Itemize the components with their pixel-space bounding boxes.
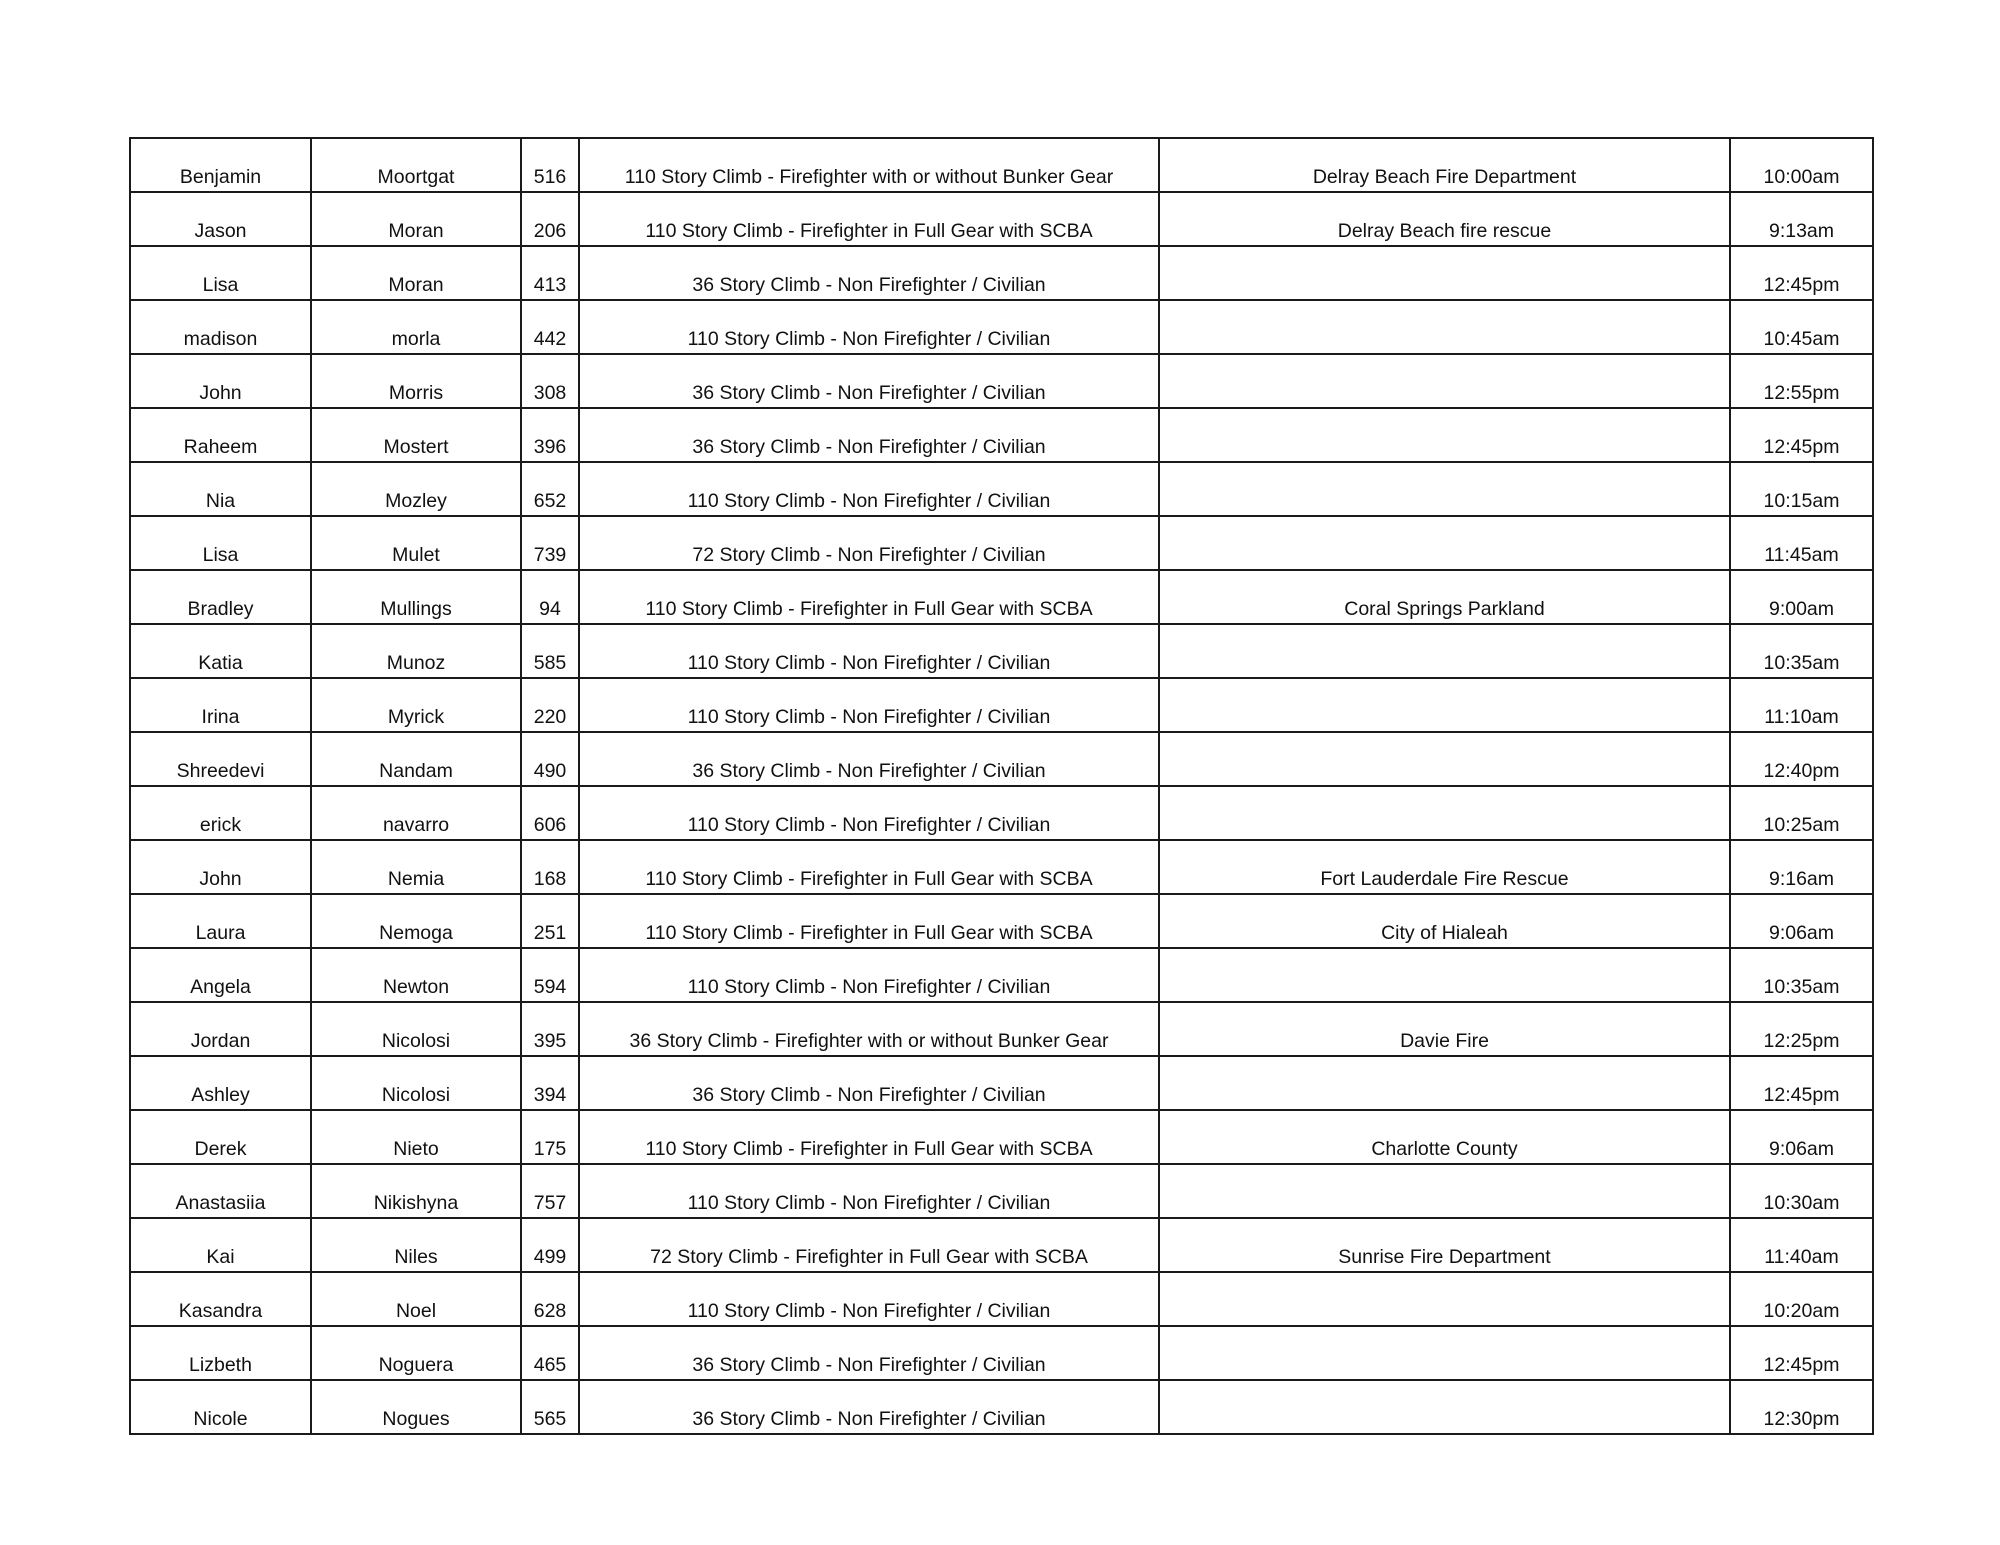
department-cell: [1159, 1272, 1730, 1326]
first-name-cell: Kai: [130, 1218, 311, 1272]
table-row: [130, 840, 1873, 894]
department-cell: [1159, 354, 1730, 408]
department-cell: Charlotte County: [1159, 1110, 1730, 1164]
table-row: [130, 138, 1873, 192]
table-row: [130, 624, 1873, 678]
first-name-cell: Kasandra: [130, 1272, 311, 1326]
event-cell: 110 Story Climb - Non Firefighter / Civilian: [579, 462, 1159, 516]
last-name-cell: Moran: [311, 192, 521, 246]
table-row: [130, 1272, 1873, 1326]
event-cell: 110 Story Climb - Non Firefighter / Civilian: [579, 786, 1159, 840]
bib-number-cell: 396: [521, 408, 579, 462]
first-name-cell: Lisa: [130, 246, 311, 300]
table-row: [130, 678, 1873, 732]
last-name-cell: Nemia: [311, 840, 521, 894]
department-cell: [1159, 1056, 1730, 1110]
start-time-cell: 9:13am: [1730, 192, 1873, 246]
event-cell: 110 Story Climb - Firefighter in Full Gear with SCBA: [579, 192, 1159, 246]
department-cell: [1159, 1380, 1730, 1434]
event-cell: 110 Story Climb - Non Firefighter / Civilian: [579, 300, 1159, 354]
participant-roster-table: [129, 137, 1874, 1435]
first-name-cell: Raheem: [130, 408, 311, 462]
department-cell: [1159, 786, 1730, 840]
first-name-cell: Nia: [130, 462, 311, 516]
department-cell: [1159, 732, 1730, 786]
last-name-cell: navarro: [311, 786, 521, 840]
bib-number-cell: 565: [521, 1380, 579, 1434]
table-row: [130, 408, 1873, 462]
start-time-cell: 10:20am: [1730, 1272, 1873, 1326]
last-name-cell: Mullings: [311, 570, 521, 624]
bib-number-cell: 465: [521, 1326, 579, 1380]
table-row: [130, 1380, 1873, 1434]
start-time-cell: 11:40am: [1730, 1218, 1873, 1272]
first-name-cell: John: [130, 840, 311, 894]
table-row: [130, 948, 1873, 1002]
first-name-cell: Benjamin: [130, 138, 311, 192]
last-name-cell: Nieto: [311, 1110, 521, 1164]
first-name-cell: madison: [130, 300, 311, 354]
table-row: [130, 516, 1873, 570]
first-name-cell: Jason: [130, 192, 311, 246]
table-row: [130, 1056, 1873, 1110]
last-name-cell: Niles: [311, 1218, 521, 1272]
start-time-cell: 9:06am: [1730, 894, 1873, 948]
last-name-cell: Nogues: [311, 1380, 521, 1434]
last-name-cell: Nicolosi: [311, 1002, 521, 1056]
bib-number-cell: 394: [521, 1056, 579, 1110]
table-row: [130, 894, 1873, 948]
table-row: [130, 786, 1873, 840]
department-cell: Sunrise Fire Department: [1159, 1218, 1730, 1272]
start-time-cell: 11:45am: [1730, 516, 1873, 570]
start-time-cell: 10:00am: [1730, 138, 1873, 192]
event-cell: 110 Story Climb - Firefighter in Full Gear with SCBA: [579, 840, 1159, 894]
start-time-cell: 9:16am: [1730, 840, 1873, 894]
start-time-cell: 12:30pm: [1730, 1380, 1873, 1434]
first-name-cell: Ashley: [130, 1056, 311, 1110]
last-name-cell: Nandam: [311, 732, 521, 786]
department-cell: [1159, 624, 1730, 678]
event-cell: 110 Story Climb - Non Firefighter / Civilian: [579, 1164, 1159, 1218]
first-name-cell: Jordan: [130, 1002, 311, 1056]
table-row: [130, 246, 1873, 300]
start-time-cell: 12:40pm: [1730, 732, 1873, 786]
last-name-cell: Nicolosi: [311, 1056, 521, 1110]
start-time-cell: 9:06am: [1730, 1110, 1873, 1164]
bib-number-cell: 206: [521, 192, 579, 246]
first-name-cell: Lizbeth: [130, 1326, 311, 1380]
department-cell: Davie Fire: [1159, 1002, 1730, 1056]
last-name-cell: Mostert: [311, 408, 521, 462]
department-cell: [1159, 678, 1730, 732]
bib-number-cell: 516: [521, 138, 579, 192]
last-name-cell: Noel: [311, 1272, 521, 1326]
start-time-cell: 11:10am: [1730, 678, 1873, 732]
first-name-cell: Angela: [130, 948, 311, 1002]
event-cell: 110 Story Climb - Firefighter in Full Gear with SCBA: [579, 570, 1159, 624]
department-cell: Coral Springs Parkland: [1159, 570, 1730, 624]
start-time-cell: 12:45pm: [1730, 1326, 1873, 1380]
event-cell: 72 Story Climb - Firefighter in Full Gear with SCBA: [579, 1218, 1159, 1272]
bib-number-cell: 168: [521, 840, 579, 894]
bib-number-cell: 585: [521, 624, 579, 678]
event-cell: 110 Story Climb - Firefighter in Full Gear with SCBA: [579, 894, 1159, 948]
last-name-cell: Mozley: [311, 462, 521, 516]
department-cell: Fort Lauderdale Fire Rescue: [1159, 840, 1730, 894]
bib-number-cell: 652: [521, 462, 579, 516]
event-cell: 110 Story Climb - Firefighter in Full Gear with SCBA: [579, 1110, 1159, 1164]
start-time-cell: 10:25am: [1730, 786, 1873, 840]
department-cell: [1159, 1326, 1730, 1380]
table-row: [130, 1002, 1873, 1056]
department-cell: Delray Beach fire rescue: [1159, 192, 1730, 246]
event-cell: 36 Story Climb - Non Firefighter / Civilian: [579, 1056, 1159, 1110]
bib-number-cell: 628: [521, 1272, 579, 1326]
start-time-cell: 12:45pm: [1730, 246, 1873, 300]
bib-number-cell: 490: [521, 732, 579, 786]
start-time-cell: 9:00am: [1730, 570, 1873, 624]
department-cell: City of Hialeah: [1159, 894, 1730, 948]
first-name-cell: erick: [130, 786, 311, 840]
last-name-cell: Mulet: [311, 516, 521, 570]
last-name-cell: Moortgat: [311, 138, 521, 192]
event-cell: 36 Story Climb - Firefighter with or without Bunker Gear: [579, 1002, 1159, 1056]
table-row: [130, 462, 1873, 516]
bib-number-cell: 499: [521, 1218, 579, 1272]
department-cell: [1159, 516, 1730, 570]
start-time-cell: 10:35am: [1730, 624, 1873, 678]
roster-body: [130, 138, 1873, 1434]
last-name-cell: morla: [311, 300, 521, 354]
start-time-cell: 12:25pm: [1730, 1002, 1873, 1056]
department-cell: [1159, 1164, 1730, 1218]
event-cell: 36 Story Climb - Non Firefighter / Civilian: [579, 354, 1159, 408]
last-name-cell: Munoz: [311, 624, 521, 678]
table-row: [130, 354, 1873, 408]
bib-number-cell: 395: [521, 1002, 579, 1056]
event-cell: 36 Story Climb - Non Firefighter / Civilian: [579, 408, 1159, 462]
event-cell: 110 Story Climb - Non Firefighter / Civilian: [579, 1272, 1159, 1326]
first-name-cell: Katia: [130, 624, 311, 678]
first-name-cell: Shreedevi: [130, 732, 311, 786]
bib-number-cell: 94: [521, 570, 579, 624]
first-name-cell: Bradley: [130, 570, 311, 624]
first-name-cell: John: [130, 354, 311, 408]
start-time-cell: 10:15am: [1730, 462, 1873, 516]
table-row: [130, 1218, 1873, 1272]
event-cell: 110 Story Climb - Firefighter with or without Bunker Gear: [579, 138, 1159, 192]
event-cell: 72 Story Climb - Non Firefighter / Civilian: [579, 516, 1159, 570]
bib-number-cell: 251: [521, 894, 579, 948]
first-name-cell: Nicole: [130, 1380, 311, 1434]
table-row: [130, 732, 1873, 786]
table-row: [130, 570, 1873, 624]
start-time-cell: 10:45am: [1730, 300, 1873, 354]
department-cell: [1159, 246, 1730, 300]
table-row: [130, 300, 1873, 354]
event-cell: 36 Story Climb - Non Firefighter / Civilian: [579, 732, 1159, 786]
first-name-cell: Anastasiia: [130, 1164, 311, 1218]
bib-number-cell: 739: [521, 516, 579, 570]
start-time-cell: 12:45pm: [1730, 1056, 1873, 1110]
table-row: [130, 1326, 1873, 1380]
table-row: [130, 192, 1873, 246]
department-cell: Delray Beach Fire Department: [1159, 138, 1730, 192]
table-row: [130, 1164, 1873, 1218]
bib-number-cell: 220: [521, 678, 579, 732]
start-time-cell: 10:35am: [1730, 948, 1873, 1002]
start-time-cell: 10:30am: [1730, 1164, 1873, 1218]
event-cell: 110 Story Climb - Non Firefighter / Civilian: [579, 624, 1159, 678]
last-name-cell: Moran: [311, 246, 521, 300]
first-name-cell: Irina: [130, 678, 311, 732]
bib-number-cell: 308: [521, 354, 579, 408]
last-name-cell: Morris: [311, 354, 521, 408]
department-cell: [1159, 462, 1730, 516]
event-cell: 36 Story Climb - Non Firefighter / Civilian: [579, 1326, 1159, 1380]
start-time-cell: 12:55pm: [1730, 354, 1873, 408]
first-name-cell: Derek: [130, 1110, 311, 1164]
last-name-cell: Nemoga: [311, 894, 521, 948]
bib-number-cell: 175: [521, 1110, 579, 1164]
last-name-cell: Myrick: [311, 678, 521, 732]
bib-number-cell: 606: [521, 786, 579, 840]
table-row: [130, 1110, 1873, 1164]
first-name-cell: Lisa: [130, 516, 311, 570]
last-name-cell: Nikishyna: [311, 1164, 521, 1218]
bib-number-cell: 413: [521, 246, 579, 300]
event-cell: 110 Story Climb - Non Firefighter / Civilian: [579, 948, 1159, 1002]
last-name-cell: Newton: [311, 948, 521, 1002]
bib-number-cell: 594: [521, 948, 579, 1002]
department-cell: [1159, 408, 1730, 462]
first-name-cell: Laura: [130, 894, 311, 948]
department-cell: [1159, 948, 1730, 1002]
bib-number-cell: 757: [521, 1164, 579, 1218]
department-cell: [1159, 300, 1730, 354]
event-cell: 110 Story Climb - Non Firefighter / Civilian: [579, 678, 1159, 732]
event-cell: 36 Story Climb - Non Firefighter / Civilian: [579, 1380, 1159, 1434]
bib-number-cell: 442: [521, 300, 579, 354]
last-name-cell: Noguera: [311, 1326, 521, 1380]
start-time-cell: 12:45pm: [1730, 408, 1873, 462]
event-cell: 36 Story Climb - Non Firefighter / Civilian: [579, 246, 1159, 300]
